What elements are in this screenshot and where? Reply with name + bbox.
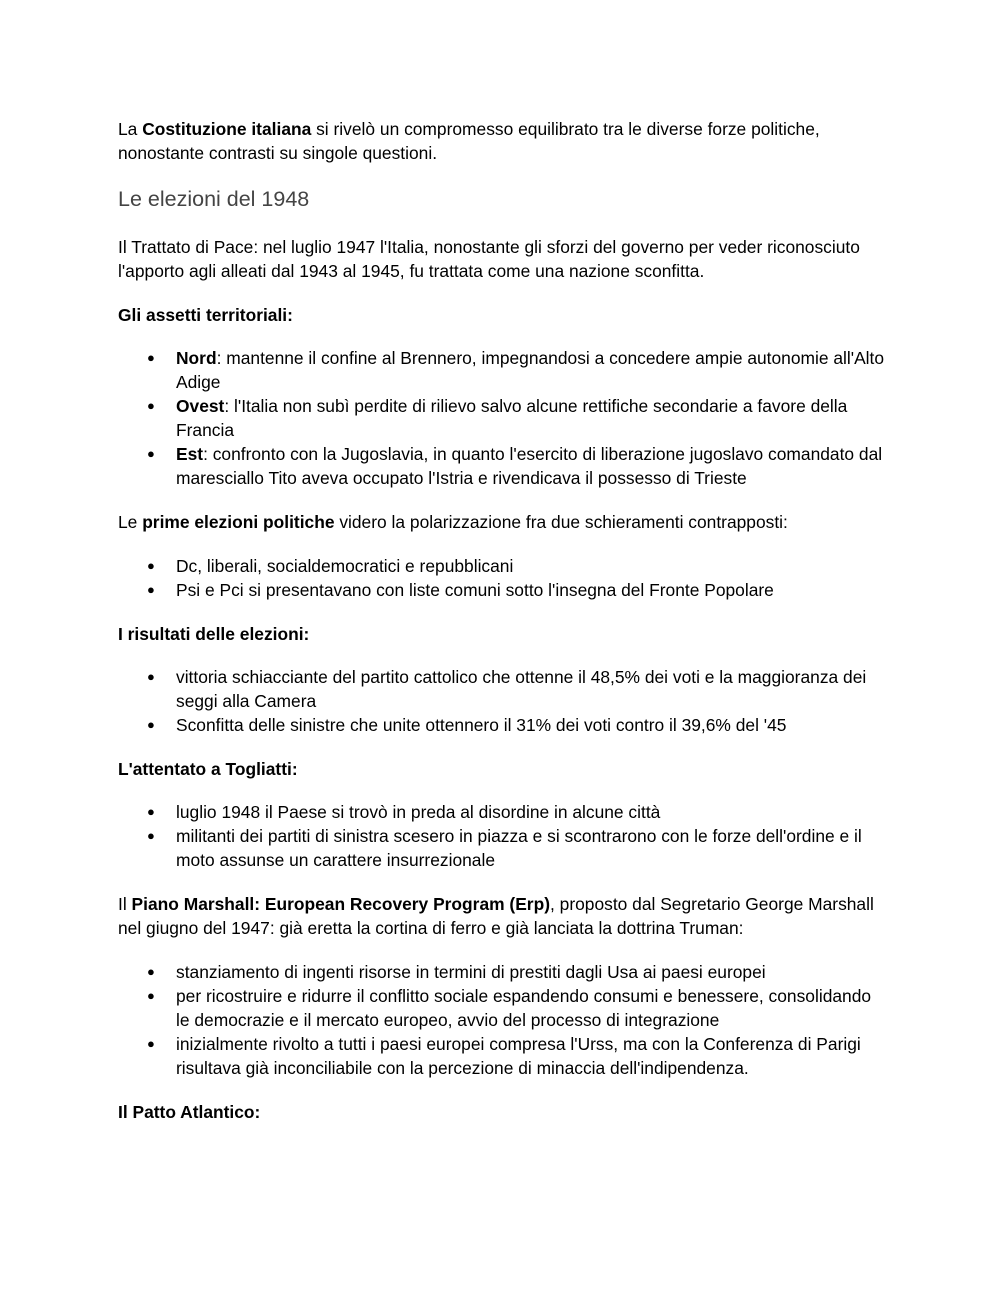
bullet-icon: ● (147, 828, 155, 843)
bullet-icon: ● (147, 350, 155, 365)
list-item: ● luglio 1948 il Paese si trovò in preda al disordine in alcune città (147, 802, 661, 822)
list-item: ● militanti dei partiti di sinistra scesero in piazza e si scontrarono con le forze dell'ordine e il moto assunse un carattere insurrezionale (147, 826, 862, 870)
list-item: ● vittoria schiacciante del partito cattolico che ottenne il 48,5% dei voti e la maggioranza dei seggi alla Camera (147, 667, 867, 711)
intro-paragraph: La Costituzione italiana si rivelò un compromesso equilibrato tra le diverse forze politiche, nonostante contrasti su singole questioni. (118, 119, 820, 163)
trattato-paragraph: Il Trattato di Pace: nel luglio 1947 l'Italia, nonostante gli sforzi del governo per veder riconosciuto l'apporto agli alleati dal 1943 al 1945, fu trattata come una nazione sconfitta. (118, 237, 860, 281)
list-item: ● stanziamento di ingenti risorse in termini di prestiti dagli Usa ai paesi europei (147, 962, 766, 982)
bullet-icon: ● (147, 1036, 155, 1051)
patto-label: Il Patto Atlantico: (118, 1102, 261, 1122)
bullet-icon: ● (147, 398, 155, 413)
elezioni-paragraph: Le prime elezioni politiche videro la polarizzazione fra due schieramenti contrapposti: (118, 512, 788, 532)
bullet-icon: ● (147, 669, 155, 684)
assetti-label: Gli assetti territoriali: (118, 305, 293, 325)
bullet-icon: ● (147, 717, 155, 732)
bullet-icon: ● (147, 964, 155, 979)
bullet-icon: ● (147, 804, 155, 819)
list-item: ● inizialmente rivolto a tutti i paesi europei compresa l'Urss, ma con la Conferenza di Parigi risultava già inconciliabile con la percezione di minaccia dell'indipendenza. (147, 1034, 861, 1078)
risultati-list (118, 665, 888, 737)
attentato-list (118, 800, 888, 872)
bullet-icon: ● (147, 446, 155, 461)
list-item: ● Sconfitta delle sinistre che unite ottennero il 31% dei voti contro il 39,6% del '45 (147, 715, 787, 735)
bullet-icon: ● (147, 558, 155, 573)
list-item: ● Dc, liberali, socialdemocratici e repubblicani (147, 556, 514, 576)
list-item: ● Psi e Pci si presentavano con liste comuni sotto l'insegna del Fronte Popolare (147, 580, 774, 600)
list-item: ● Nord: mantenne il confine al Brennero, impegnandosi a concedere ampie autonomie all'Alto Adige (147, 348, 885, 392)
section-heading: Le elezioni del 1948 (118, 187, 310, 211)
list-item: ● per ricostruire e ridurre il conflitto sociale espandendo consumi e benessere, consolidando le democrazie e il mercato europeo, avvio del processo di integrazione (147, 986, 872, 1030)
bullet-icon: ● (147, 582, 155, 597)
document-page (118, 117, 888, 1143)
bullet-icon: ● (147, 988, 155, 1003)
list-item: ● Est: confronto con la Jugoslavia, in quanto l'esercito di liberazione jugoslavo comandato dal maresciallo Tito aveva occupato l'Istria e rivendicava il possesso di Trieste (147, 444, 883, 488)
marshall-list (118, 960, 888, 1080)
marshall-paragraph: Il Piano Marshall: European Recovery Program (Erp), proposto dal Segretario George Marshall nel giugno del 1947: già eretta la cortina di ferro e già lanciata la dottrina Truman: (118, 894, 874, 938)
attentato-label: L'attentato a Togliatti: (118, 759, 298, 779)
risultati-label: I risultati delle elezioni: (118, 624, 310, 644)
list-item: ● Ovest: l'Italia non subì perdite di rilievo salvo alcune rettifiche secondarie a favore della Francia (147, 396, 848, 440)
assetti-list (118, 346, 888, 490)
elezioni-list (118, 554, 888, 602)
